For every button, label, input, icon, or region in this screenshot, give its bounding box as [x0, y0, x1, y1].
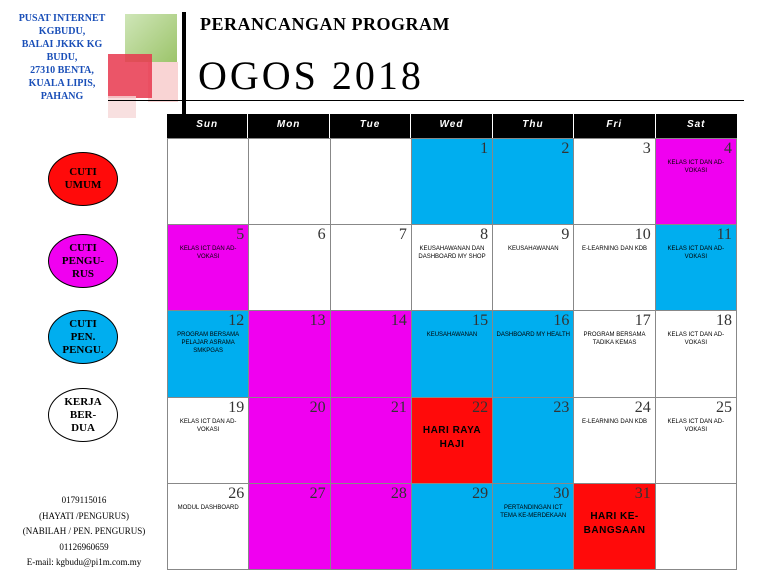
contact-line: E-mail: kgbudu@pi1m.com.my: [26, 557, 142, 567]
legend-label: CUTI PENGU- RUS: [61, 241, 105, 280]
calendar-day-cell[interactable]: [656, 311, 737, 397]
org-line: PUSAT INTERNET: [18, 13, 106, 24]
calendar-day-cell[interactable]: [493, 398, 574, 484]
day-number: 9: [561, 226, 570, 244]
org-line: PAHANG: [40, 91, 84, 102]
day-number: 26: [228, 484, 245, 502]
event-label: PROGRAM BERSAMA PELAJAR ASRAMA SMKPGAS: [177, 332, 240, 355]
day-number: 8: [480, 226, 489, 244]
day-number: 6: [317, 226, 326, 244]
legend-cuti-umum: [48, 152, 118, 206]
calendar-day-cell[interactable]: [656, 139, 737, 225]
day-number: 2: [561, 140, 570, 157]
calendar-day-cell[interactable]: [656, 484, 737, 570]
event-label: MODUL DASHBOARD: [177, 504, 239, 511]
event-label: KEUSAHAWANAN DAN DASHBOARD MY SHOP: [418, 246, 486, 261]
weekday-thu: Thu: [493, 114, 574, 138]
day-number: 16: [553, 312, 570, 330]
contact-info: [6, 493, 162, 571]
event-label: KEUSAHAWANAN: [426, 332, 478, 339]
calendar-grid: [167, 138, 737, 570]
weekday-header: [167, 114, 737, 138]
calendar-day-cell[interactable]: [331, 311, 412, 397]
decor-square-red: [108, 54, 152, 98]
calendar-day-cell[interactable]: [249, 484, 330, 570]
day-number: 19: [228, 398, 245, 416]
day-number: 21: [390, 398, 407, 416]
day-number: 31: [634, 484, 651, 502]
day-number: 5: [236, 226, 245, 244]
org-line: BUDU,: [46, 52, 78, 63]
calendar-day-cell[interactable]: [168, 139, 249, 225]
calendar-day-cell[interactable]: [249, 398, 330, 484]
calendar-day-cell[interactable]: [331, 398, 412, 484]
calendar-day-cell[interactable]: [168, 398, 249, 484]
day-number: 22: [472, 398, 489, 416]
legend-label: CUTI PEN. PENGU.: [62, 317, 104, 356]
calendar-day-cell[interactable]: [412, 139, 493, 225]
calendar-day-cell[interactable]: [574, 139, 655, 225]
calendar-day-cell[interactable]: [168, 225, 249, 311]
day-number: 30: [553, 484, 570, 502]
calendar-day-cell[interactable]: [331, 139, 412, 225]
calendar-day-cell[interactable]: [331, 225, 412, 311]
calendar-day-cell[interactable]: [493, 139, 574, 225]
contact-line: (HAYATI /PENGURUS): [39, 510, 129, 521]
day-number: 24: [634, 398, 651, 416]
event-label: KELAS ICT DAN AD-VOKASI: [667, 160, 725, 174]
page-title: PERANCANGAN PROGRAM: [200, 14, 450, 34]
calendar-day-cell[interactable]: [249, 225, 330, 311]
day-number: 4: [723, 140, 732, 157]
calendar-day-cell[interactable]: [249, 311, 330, 397]
event-label: KELAS ICT DAN AD-VOKASI: [667, 418, 725, 433]
day-number: 3: [642, 140, 651, 157]
day-number: 10: [634, 226, 651, 244]
event-label: PROGRAM BERSAMA TADIKA KEMAS: [583, 332, 646, 347]
day-number: 29: [472, 484, 489, 502]
weekday-mon: Mon: [248, 114, 329, 138]
day-number: 11: [716, 226, 732, 244]
org-line: BALAI JKKK KG: [21, 39, 103, 50]
day-number: 23: [553, 398, 570, 416]
calendar-week: [168, 311, 737, 397]
calendar-day-cell[interactable]: [412, 484, 493, 570]
day-number: 17: [634, 312, 651, 330]
calendar-day-cell[interactable]: [574, 484, 655, 570]
calendar-day-cell[interactable]: [168, 311, 249, 397]
event-label: KELAS ICT DAN AD-VOKASI: [667, 332, 725, 347]
event-label: DASHBOARD MY HEALTH: [496, 332, 570, 339]
event-label: PERTANDINGAN ICT TEMA KE-MERDEKAAN: [500, 504, 567, 519]
day-number: 18: [715, 312, 732, 330]
legend-label: CUTI UMUM: [64, 166, 102, 191]
calendar-day-cell[interactable]: [493, 311, 574, 397]
calendar-week: [168, 139, 737, 225]
calendar-day-cell[interactable]: [574, 225, 655, 311]
event-label: KELAS ICT DAN AD-VOKASI: [179, 418, 237, 433]
event-label: E-LEARNING DAN KDB: [582, 418, 648, 425]
legend-label: KERJA BER- DUA: [64, 395, 102, 434]
day-number: 14: [390, 312, 407, 330]
header-divider: [182, 12, 186, 116]
event-label: KELAS ICT DAN AD-VOKASI: [179, 246, 237, 261]
holiday-label: HARI KE-BANGSAAN: [583, 510, 646, 536]
contact-line: 01126960659: [59, 541, 109, 552]
contact-line: 0179115016: [61, 495, 107, 505]
day-number: 13: [309, 312, 326, 330]
month-title: OGOS 2018: [198, 53, 424, 98]
calendar-day-cell[interactable]: [168, 484, 249, 570]
calendar-day-cell[interactable]: [412, 398, 493, 484]
calendar-day-cell[interactable]: [574, 311, 655, 397]
header-rule: [108, 100, 744, 101]
day-number: 1: [480, 140, 489, 157]
legend-cuti-pen-pengurus: [48, 310, 118, 364]
organization-address: [14, 12, 110, 103]
calendar-week: [168, 484, 737, 570]
legend-kerja-berdua: [48, 388, 118, 442]
event-label: E-LEARNING DAN KDB: [582, 246, 648, 253]
day-number: 25: [715, 398, 732, 416]
calendar-day-cell[interactable]: [493, 484, 574, 570]
calendar: [167, 114, 737, 570]
day-number: 7: [398, 226, 407, 244]
day-number: 20: [309, 398, 326, 416]
calendar-day-cell[interactable]: [574, 398, 655, 484]
day-number: 15: [472, 312, 489, 330]
org-line: KUALA LIPIS,: [28, 78, 96, 89]
contact-line: (NABILAH / PEN. PENGURUS): [22, 526, 146, 536]
decor-square-pink: [148, 62, 178, 102]
day-number: 28: [390, 484, 407, 502]
calendar-day-cell[interactable]: [656, 225, 737, 311]
calendar-day-cell[interactable]: [331, 484, 412, 570]
weekday-wed: Wed: [411, 114, 492, 138]
event-label: KEUSAHAWANAN: [507, 246, 559, 253]
day-number: 27: [309, 484, 326, 502]
event-label: KELAS ICT DAN AD-VOKASI: [667, 246, 725, 261]
holiday-label: HARI RAYA HAJI: [422, 424, 482, 450]
day-number: 12: [228, 312, 245, 330]
weekday-tue: Tue: [330, 114, 411, 138]
org-line: 27310 BENTA,: [30, 65, 94, 76]
calendar-day-cell[interactable]: [249, 139, 330, 225]
weekday-fri: Fri: [574, 114, 655, 138]
calendar-day-cell[interactable]: [656, 398, 737, 484]
weekday-sun: Sun: [167, 114, 248, 138]
calendar-day-cell[interactable]: [412, 225, 493, 311]
weekday-sat: Sat: [686, 119, 706, 130]
calendar-week: [168, 225, 737, 311]
calendar-day-cell[interactable]: [412, 311, 493, 397]
legend-cuti-pengurus: [48, 234, 118, 288]
calendar-day-cell[interactable]: [493, 225, 574, 311]
org-line: KGBUDU,: [38, 26, 86, 37]
calendar-week: [168, 398, 737, 484]
